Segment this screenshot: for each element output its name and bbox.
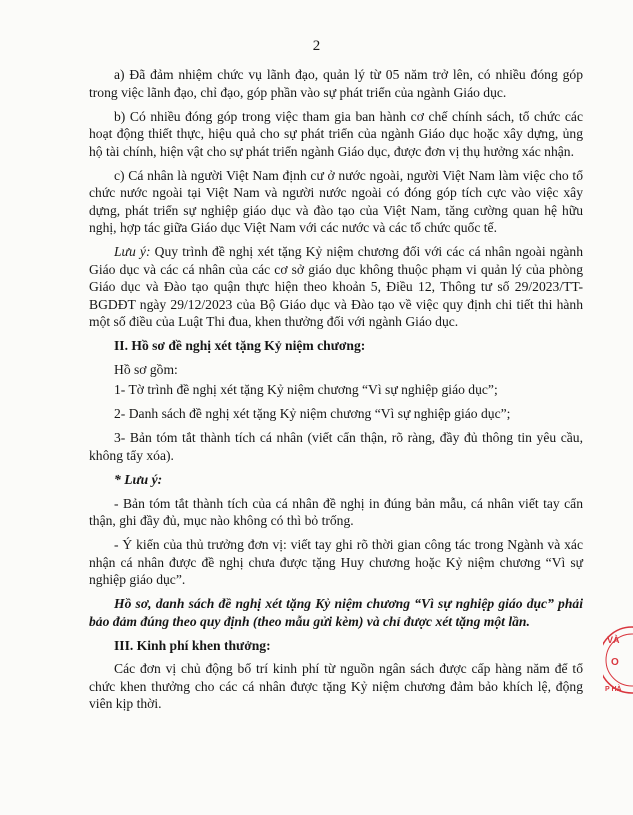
criterion-a: a) Đã đảm nhiệm chức vụ lãnh đạo, quản lý từ 05 năm trở lên, có nhiều đóng góp trong việc lãnh đạo, chỉ đạo, góp phần vào sự phát triển của ngành Giáo dục. <box>89 67 583 100</box>
note-label: Lưu ý: <box>114 244 151 259</box>
section-ii-intro: Hồ sơ gồm: <box>114 361 178 377</box>
dossier-emphasis: Hồ sơ, danh sách đề nghị xét tặng Kỷ niệm chương “Vì sự nghiệp giáo dục” phải bảo đảm đúng theo quy định (theo mẫu gửi kèm) và chỉ được xét tặng một lần. <box>89 596 583 629</box>
dossier-item-2: 2- Danh sách đề nghị xét tặng Kỷ niệm chương “Vì sự nghiệp giáo dục”; <box>114 406 511 421</box>
note-text: Quy trình đề nghị xét tặng Kỷ niệm chương đối với các cá nhân ngoài ngành Giáo dục và các cá nhân của các cơ sở giáo dục không thuộc phạm vi quản lý của phòng Giáo dục và Đào tạo quận thực hiện theo khoản 5, Điều 12, Thông tư số 29/2023/TT-BGDĐT ngày 29/12/2023 của Bộ Giáo dục và Đào tạo về việc quy định chi tiết thi hành một số điều của Luật Thi đua, khen thưởng đối với ngành Giáo dục. <box>89 244 583 329</box>
section-iii-text: Các đơn vị chủ động bố trí kinh phí từ nguồn ngân sách được cấp hàng năm để tổ chức khen thưởng cho các cá nhân được tặng Kỷ niệm chương đảm bảo khích lệ, động viên kịp thời. <box>89 661 583 711</box>
criterion-b: b) Có nhiều đóng góp trong việc tham gia ban hành cơ chế chính sách, tổ chức các hoạt động thiết thực, hiệu quả cho sự phát triển của ngành Giáo dục hoặc xây dựng, ủng hộ tài chính, hiện vật cho sự phát triển ngành Giáo dục, được đơn vị thụ hưởng xác nhận. <box>89 108 583 159</box>
section-ii-heading: II. Hồ sơ đề nghị xét tặng Kỷ niệm chương: <box>114 338 366 353</box>
section-iii-heading: III. Kinh phí khen thưởng: <box>114 637 271 653</box>
red-seal-stamp <box>603 605 633 715</box>
seal-icon <box>603 605 633 715</box>
svg-text:P HÀ: P HÀ <box>605 686 622 693</box>
svg-text:VÀ: VÀ <box>607 635 620 645</box>
dossier-note-1: - Bản tóm tắt thành tích của cá nhân đề nghị in đúng bản mẫu, cá nhân viết tay cẩn thận, ghi đầy đủ, mục nào không có thì bỏ trống. <box>89 495 583 528</box>
criterion-c: c) Cá nhân là người Việt Nam định cư ở nước ngoài, người Việt Nam làm việc cho tổ chức nước ngoài tại Việt Nam và người nước ngoài có đóng góp tích cực vào việc xây dựng, phát triển sự nghiệp giáo dục và đào tạo của Việt Nam, tăng cường quan hệ hữu nghị, hợp tác giữa Giáo dục Việt Nam với các nước và các tổ chức quốc tế. <box>89 167 583 235</box>
dossier-note-2: - Ý kiến của thủ trưởng đơn vị: viết tay ghi rõ thời gian công tác trong Ngành và xác nhận cá nhân được đề nghị chưa được tặng Huy chương hoặc Kỷ niệm chương “Vì sự nghiệp giáo dục”. <box>89 537 583 587</box>
page-number: 2 <box>312 38 321 54</box>
svg-text:O: O <box>611 657 619 668</box>
dossier-item-3: 3- Bản tóm tắt thành tích cá nhân (viết cẩn thận, rõ ràng, đầy đủ thông tin yêu cầu, không tẩy xóa). <box>89 430 583 463</box>
dossier-item-1: 1- Tờ trình đề nghị xét tặng Kỷ niệm chương “Vì sự nghiệp giáo dục”; <box>114 382 498 397</box>
dossier-note-heading: * Lưu ý: <box>114 471 163 487</box>
note-paragraph <box>89 243 583 331</box>
document-body <box>89 66 583 719</box>
